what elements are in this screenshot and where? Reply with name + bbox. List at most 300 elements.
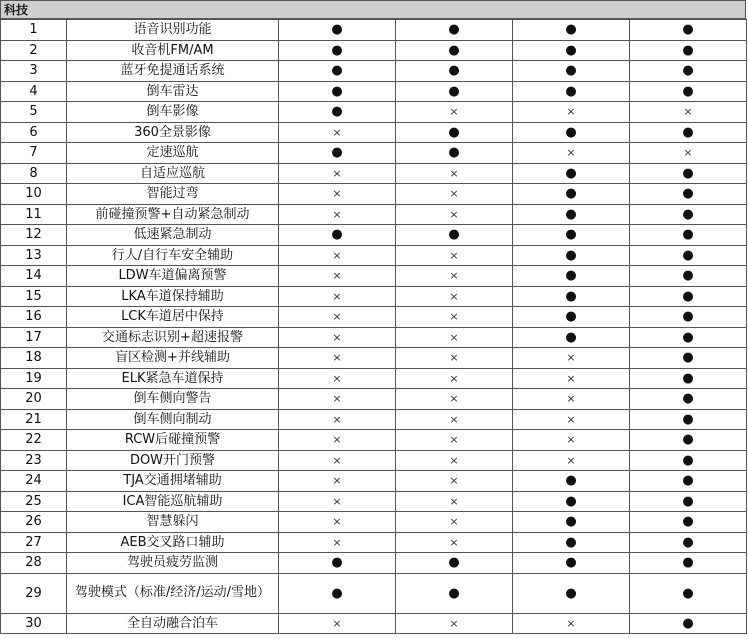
availability-cell	[396, 613, 513, 634]
not-available-mark: ×	[449, 105, 459, 119]
availability-cell	[279, 184, 396, 205]
standard-mark: ●	[565, 227, 577, 243]
availability-cell	[396, 389, 513, 410]
standard-mark: ●	[331, 42, 343, 58]
standard-mark: ●	[682, 22, 694, 38]
availability-cell	[630, 122, 747, 143]
not-available-mark: ×	[332, 310, 342, 324]
table-row	[1, 573, 747, 613]
feature-name: 倒车雷达	[67, 81, 279, 102]
table-row	[1, 613, 747, 634]
availability-cell	[396, 102, 513, 123]
availability-cell	[630, 512, 747, 533]
availability-cell	[396, 532, 513, 553]
availability-cell	[513, 491, 630, 512]
not-available-mark: ×	[566, 412, 576, 426]
standard-mark: ●	[448, 124, 460, 140]
feature-name: 自适应巡航	[67, 163, 279, 184]
table-row	[1, 553, 747, 574]
availability-cell	[630, 553, 747, 574]
standard-mark: ●	[448, 63, 460, 79]
availability-cell	[396, 327, 513, 348]
table-row	[1, 389, 747, 410]
availability-cell	[630, 368, 747, 389]
not-available-mark: ×	[566, 351, 576, 365]
row-number: 30	[1, 613, 67, 634]
availability-cell	[279, 245, 396, 266]
availability-cell	[279, 225, 396, 246]
feature-name: 驾驶员疲劳监测	[67, 553, 279, 574]
table-row	[1, 471, 747, 492]
availability-cell	[513, 20, 630, 41]
standard-mark: ●	[682, 165, 694, 181]
row-number: 2	[1, 40, 67, 61]
standard-mark: ●	[682, 247, 694, 263]
standard-mark: ●	[331, 145, 343, 161]
row-number: 6	[1, 122, 67, 143]
availability-cell	[513, 430, 630, 451]
row-number: 8	[1, 163, 67, 184]
availability-cell	[630, 389, 747, 410]
not-available-mark: ×	[449, 433, 459, 447]
not-available-mark: ×	[332, 412, 342, 426]
feature-name: LDW车道偏离预警	[67, 266, 279, 287]
row-number: 17	[1, 327, 67, 348]
not-available-mark: ×	[449, 330, 459, 344]
availability-cell	[630, 225, 747, 246]
availability-cell	[396, 409, 513, 430]
table-row	[1, 307, 747, 328]
standard-mark: ●	[682, 186, 694, 202]
feature-name: DOW开门预警	[67, 450, 279, 471]
standard-mark: ●	[565, 124, 577, 140]
availability-cell	[513, 348, 630, 369]
standard-mark: ●	[565, 309, 577, 325]
availability-cell	[279, 409, 396, 430]
availability-cell	[396, 430, 513, 451]
availability-cell	[513, 163, 630, 184]
not-available-mark: ×	[449, 310, 459, 324]
table-row	[1, 81, 747, 102]
feature-table-body	[1, 20, 747, 634]
row-number: 23	[1, 450, 67, 471]
availability-cell	[630, 143, 747, 164]
not-available-mark: ×	[332, 269, 342, 283]
not-available-mark: ×	[332, 535, 342, 549]
availability-cell	[513, 512, 630, 533]
row-number: 10	[1, 184, 67, 205]
not-available-mark: ×	[566, 371, 576, 385]
not-available-mark: ×	[449, 453, 459, 467]
standard-mark: ●	[682, 432, 694, 448]
not-available-mark: ×	[332, 166, 342, 180]
not-available-mark: ×	[449, 187, 459, 201]
not-available-mark: ×	[332, 494, 342, 508]
table-row	[1, 163, 747, 184]
not-available-mark: ×	[566, 105, 576, 119]
availability-cell	[513, 143, 630, 164]
availability-cell	[513, 61, 630, 82]
standard-mark: ●	[331, 104, 343, 120]
table-row	[1, 184, 747, 205]
availability-cell	[396, 143, 513, 164]
standard-mark: ●	[682, 124, 694, 140]
table-row	[1, 512, 747, 533]
row-number: 16	[1, 307, 67, 328]
not-available-mark: ×	[566, 453, 576, 467]
availability-cell	[513, 81, 630, 102]
row-number: 22	[1, 430, 67, 451]
availability-cell	[630, 409, 747, 430]
standard-mark: ●	[682, 227, 694, 243]
row-number: 4	[1, 81, 67, 102]
availability-cell	[513, 553, 630, 574]
feature-name: 前碰撞预警+自动紧急制动	[67, 204, 279, 225]
feature-name: 360全景影像	[67, 122, 279, 143]
row-number: 5	[1, 102, 67, 123]
availability-cell	[630, 245, 747, 266]
not-available-mark: ×	[449, 269, 459, 283]
not-available-mark: ×	[566, 433, 576, 447]
row-number: 20	[1, 389, 67, 410]
standard-mark: ●	[448, 227, 460, 243]
feature-name: 收音机FM/AM	[67, 40, 279, 61]
availability-cell	[396, 122, 513, 143]
table-row	[1, 409, 747, 430]
feature-name: 倒车侧向制动	[67, 409, 279, 430]
standard-mark: ●	[331, 555, 343, 571]
availability-cell	[279, 613, 396, 634]
availability-cell	[279, 266, 396, 287]
not-available-mark: ×	[566, 616, 576, 630]
availability-cell	[513, 368, 630, 389]
standard-mark: ●	[682, 206, 694, 222]
availability-cell	[630, 348, 747, 369]
availability-cell	[279, 143, 396, 164]
availability-cell	[513, 286, 630, 307]
not-available-mark: ×	[332, 248, 342, 262]
feature-name: 倒车影像	[67, 102, 279, 123]
standard-mark: ●	[448, 22, 460, 38]
feature-name: RCW后碰撞预警	[67, 430, 279, 451]
not-available-mark: ×	[332, 289, 342, 303]
table-row	[1, 266, 747, 287]
availability-cell	[396, 204, 513, 225]
not-available-mark: ×	[332, 474, 342, 488]
not-available-mark: ×	[332, 125, 342, 139]
availability-cell	[630, 81, 747, 102]
standard-mark: ●	[565, 555, 577, 571]
table-row	[1, 450, 747, 471]
feature-name: 交通标志识别+超速报警	[67, 327, 279, 348]
availability-cell	[630, 307, 747, 328]
feature-name: 盲区检测+并线辅助	[67, 348, 279, 369]
standard-mark: ●	[682, 615, 694, 631]
availability-cell	[513, 266, 630, 287]
table-row	[1, 368, 747, 389]
availability-cell	[513, 307, 630, 328]
availability-cell	[630, 573, 747, 613]
not-available-mark: ×	[449, 494, 459, 508]
row-number: 21	[1, 409, 67, 430]
availability-cell	[630, 450, 747, 471]
not-available-mark: ×	[449, 412, 459, 426]
standard-mark: ●	[682, 585, 694, 601]
standard-mark: ●	[565, 63, 577, 79]
row-number: 7	[1, 143, 67, 164]
availability-cell	[279, 348, 396, 369]
standard-mark: ●	[565, 534, 577, 550]
availability-cell	[396, 184, 513, 205]
availability-cell	[396, 553, 513, 574]
availability-cell	[513, 409, 630, 430]
not-available-mark: ×	[683, 146, 693, 160]
not-available-mark: ×	[566, 392, 576, 406]
feature-name: 定速巡航	[67, 143, 279, 164]
table-row	[1, 143, 747, 164]
availability-cell	[513, 122, 630, 143]
not-available-mark: ×	[332, 392, 342, 406]
not-available-mark: ×	[449, 248, 459, 262]
not-available-mark: ×	[332, 515, 342, 529]
row-number: 26	[1, 512, 67, 533]
table-row	[1, 102, 747, 123]
row-number: 28	[1, 553, 67, 574]
section-header	[0, 0, 746, 19]
not-available-mark: ×	[683, 105, 693, 119]
availability-cell	[396, 245, 513, 266]
table-row	[1, 61, 747, 82]
standard-mark: ●	[448, 145, 460, 161]
availability-cell	[630, 20, 747, 41]
standard-mark: ●	[682, 411, 694, 427]
availability-cell	[396, 61, 513, 82]
availability-cell	[630, 102, 747, 123]
standard-mark: ●	[565, 585, 577, 601]
not-available-mark: ×	[449, 371, 459, 385]
availability-cell	[279, 20, 396, 41]
standard-mark: ●	[565, 493, 577, 509]
availability-cell	[513, 450, 630, 471]
availability-cell	[279, 286, 396, 307]
standard-mark: ●	[565, 186, 577, 202]
availability-cell	[279, 327, 396, 348]
standard-mark: ●	[565, 165, 577, 181]
row-number: 24	[1, 471, 67, 492]
availability-cell	[630, 61, 747, 82]
standard-mark: ●	[682, 350, 694, 366]
row-number: 29	[1, 573, 67, 613]
availability-cell	[630, 163, 747, 184]
section-title: 科技	[4, 3, 29, 17]
not-available-mark: ×	[332, 330, 342, 344]
standard-mark: ●	[565, 83, 577, 99]
availability-cell	[279, 553, 396, 574]
row-number: 12	[1, 225, 67, 246]
availability-cell	[279, 204, 396, 225]
table-row	[1, 122, 747, 143]
feature-name: ELK紧急车道保持	[67, 368, 279, 389]
not-available-mark: ×	[449, 166, 459, 180]
not-available-mark: ×	[332, 616, 342, 630]
availability-cell	[279, 532, 396, 553]
availability-cell	[279, 307, 396, 328]
table-row	[1, 286, 747, 307]
standard-mark: ●	[331, 63, 343, 79]
availability-cell	[630, 532, 747, 553]
row-number: 15	[1, 286, 67, 307]
availability-cell	[630, 40, 747, 61]
row-number: 14	[1, 266, 67, 287]
feature-name: 蓝牙免提通话系统	[67, 61, 279, 82]
availability-cell	[279, 40, 396, 61]
standard-mark: ●	[682, 473, 694, 489]
feature-name: 驾驶模式（标准/经济/运动/雪地）	[67, 573, 279, 613]
availability-cell	[279, 450, 396, 471]
standard-mark: ●	[448, 83, 460, 99]
availability-cell	[396, 491, 513, 512]
table-row	[1, 40, 747, 61]
standard-mark: ●	[682, 268, 694, 284]
availability-cell	[279, 122, 396, 143]
not-available-mark: ×	[332, 453, 342, 467]
row-number: 3	[1, 61, 67, 82]
table-row	[1, 327, 747, 348]
not-available-mark: ×	[449, 515, 459, 529]
standard-mark: ●	[565, 206, 577, 222]
not-available-mark: ×	[449, 207, 459, 221]
not-available-mark: ×	[449, 392, 459, 406]
availability-cell	[396, 286, 513, 307]
standard-mark: ●	[682, 555, 694, 571]
table-row	[1, 20, 747, 41]
availability-cell	[630, 491, 747, 512]
standard-mark: ●	[682, 329, 694, 345]
standard-mark: ●	[331, 585, 343, 601]
availability-cell	[630, 430, 747, 451]
not-available-mark: ×	[449, 351, 459, 365]
standard-mark: ●	[565, 329, 577, 345]
availability-cell	[396, 40, 513, 61]
not-available-mark: ×	[449, 535, 459, 549]
standard-mark: ●	[448, 585, 460, 601]
availability-cell	[279, 163, 396, 184]
not-available-mark: ×	[449, 474, 459, 488]
feature-name: 语音识别功能	[67, 20, 279, 41]
table-row	[1, 204, 747, 225]
availability-cell	[396, 450, 513, 471]
availability-cell	[396, 163, 513, 184]
availability-cell	[279, 430, 396, 451]
availability-cell	[279, 573, 396, 613]
standard-mark: ●	[682, 83, 694, 99]
availability-cell	[279, 491, 396, 512]
table-row	[1, 348, 747, 369]
standard-mark: ●	[448, 42, 460, 58]
not-available-mark: ×	[566, 146, 576, 160]
not-available-mark: ×	[332, 207, 342, 221]
availability-cell	[279, 368, 396, 389]
table-row	[1, 430, 747, 451]
standard-mark: ●	[565, 514, 577, 530]
availability-cell	[279, 512, 396, 533]
table-row	[1, 532, 747, 553]
availability-cell	[396, 81, 513, 102]
availability-cell	[513, 245, 630, 266]
table-row	[1, 491, 747, 512]
standard-mark: ●	[331, 227, 343, 243]
availability-cell	[630, 613, 747, 634]
standard-mark: ●	[682, 452, 694, 468]
standard-mark: ●	[448, 555, 460, 571]
feature-name: ICA智能巡航辅助	[67, 491, 279, 512]
availability-cell	[630, 471, 747, 492]
row-number: 25	[1, 491, 67, 512]
feature-name: 全自动融合泊车	[67, 613, 279, 634]
row-number: 18	[1, 348, 67, 369]
standard-mark: ●	[682, 514, 694, 530]
availability-cell	[279, 102, 396, 123]
feature-name: 倒车侧向警告	[67, 389, 279, 410]
standard-mark: ●	[331, 22, 343, 38]
availability-cell	[279, 389, 396, 410]
not-available-mark: ×	[332, 433, 342, 447]
table-row	[1, 225, 747, 246]
availability-cell	[630, 266, 747, 287]
standard-mark: ●	[682, 42, 694, 58]
availability-cell	[279, 61, 396, 82]
standard-mark: ●	[682, 391, 694, 407]
standard-mark: ●	[682, 370, 694, 386]
availability-cell	[396, 348, 513, 369]
availability-cell	[630, 204, 747, 225]
availability-cell	[513, 225, 630, 246]
availability-cell	[630, 327, 747, 348]
availability-cell	[513, 532, 630, 553]
not-available-mark: ×	[332, 187, 342, 201]
feature-name: TJA交通拥堵辅助	[67, 471, 279, 492]
feature-name: AEB交叉路口辅助	[67, 532, 279, 553]
standard-mark: ●	[565, 288, 577, 304]
not-available-mark: ×	[332, 371, 342, 385]
standard-mark: ●	[682, 288, 694, 304]
availability-cell	[396, 307, 513, 328]
availability-cell	[513, 471, 630, 492]
feature-name: 智能过弯	[67, 184, 279, 205]
standard-mark: ●	[331, 83, 343, 99]
availability-cell	[630, 286, 747, 307]
availability-cell	[396, 512, 513, 533]
standard-mark: ●	[565, 268, 577, 284]
availability-cell	[513, 389, 630, 410]
feature-table	[0, 19, 747, 634]
availability-cell	[630, 184, 747, 205]
feature-name: 智慧躲闪	[67, 512, 279, 533]
not-available-mark: ×	[449, 289, 459, 303]
not-available-mark: ×	[449, 616, 459, 630]
standard-mark: ●	[682, 309, 694, 325]
standard-mark: ●	[682, 534, 694, 550]
feature-name: LKA车道保持辅助	[67, 286, 279, 307]
availability-cell	[513, 184, 630, 205]
not-available-mark: ×	[332, 351, 342, 365]
availability-cell	[396, 471, 513, 492]
feature-name: 低速紧急制动	[67, 225, 279, 246]
standard-mark: ●	[565, 247, 577, 263]
feature-name: 行人/自行车安全辅助	[67, 245, 279, 266]
row-number: 13	[1, 245, 67, 266]
availability-cell	[396, 573, 513, 613]
